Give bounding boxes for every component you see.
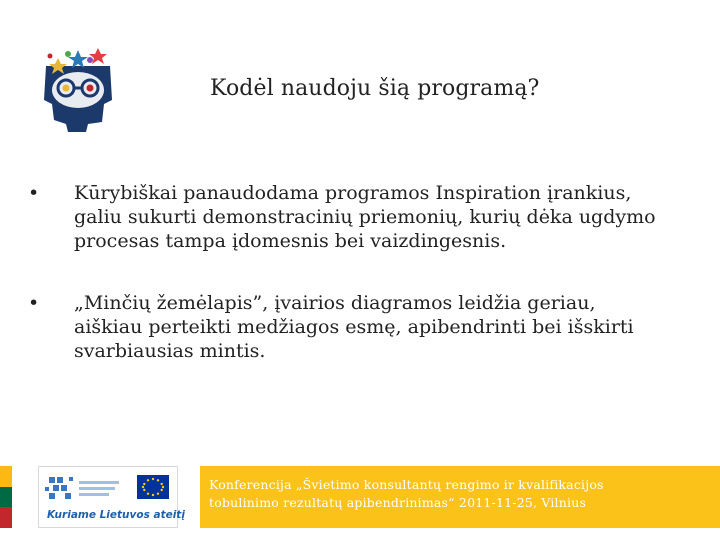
bullet-item (28, 292, 668, 363)
flag-red-band (0, 507, 12, 528)
bullet-text: Kūrybiškai panaudodama programos Inspiration įrankius, galiu sukurti demonstracinių priemonių, kurių dėka ugdymo procesas tampa įdomesnis bei vaizdingesnis. (74, 182, 656, 252)
footer-text (209, 476, 709, 512)
slide-title: Kodėl naudoju šią programą? (210, 76, 540, 101)
flag-yellow-band (0, 466, 12, 487)
bullet-list (28, 182, 668, 403)
eu-slogan: Kuriame Lietuvos ateitį (47, 509, 185, 521)
bullet-marker: • (28, 292, 40, 315)
footer-banner (200, 466, 720, 528)
bullet-item (28, 182, 668, 253)
footer-line-2: tobulinimo rezultatų apibendrinimas“ 2011-11-25, Vilnius (209, 495, 587, 510)
head-logo-icon (28, 38, 128, 138)
footer-line-1: Konferencija „Švietimo konsultantų rengimo ir kvalifikacijos (209, 477, 604, 492)
bullet-marker: • (28, 182, 40, 204)
flag-green-band (0, 487, 12, 508)
bullet-text: „Minčių žemėlapis”, įvairios diagramos leidžia geriau, aiškiau perteikti medžiagos esmę, apibendrinti bei išskirti svarbiausias mintis. (74, 292, 634, 362)
eu-funding-logo (38, 466, 185, 528)
lithuanian-flag-strip (0, 466, 12, 528)
